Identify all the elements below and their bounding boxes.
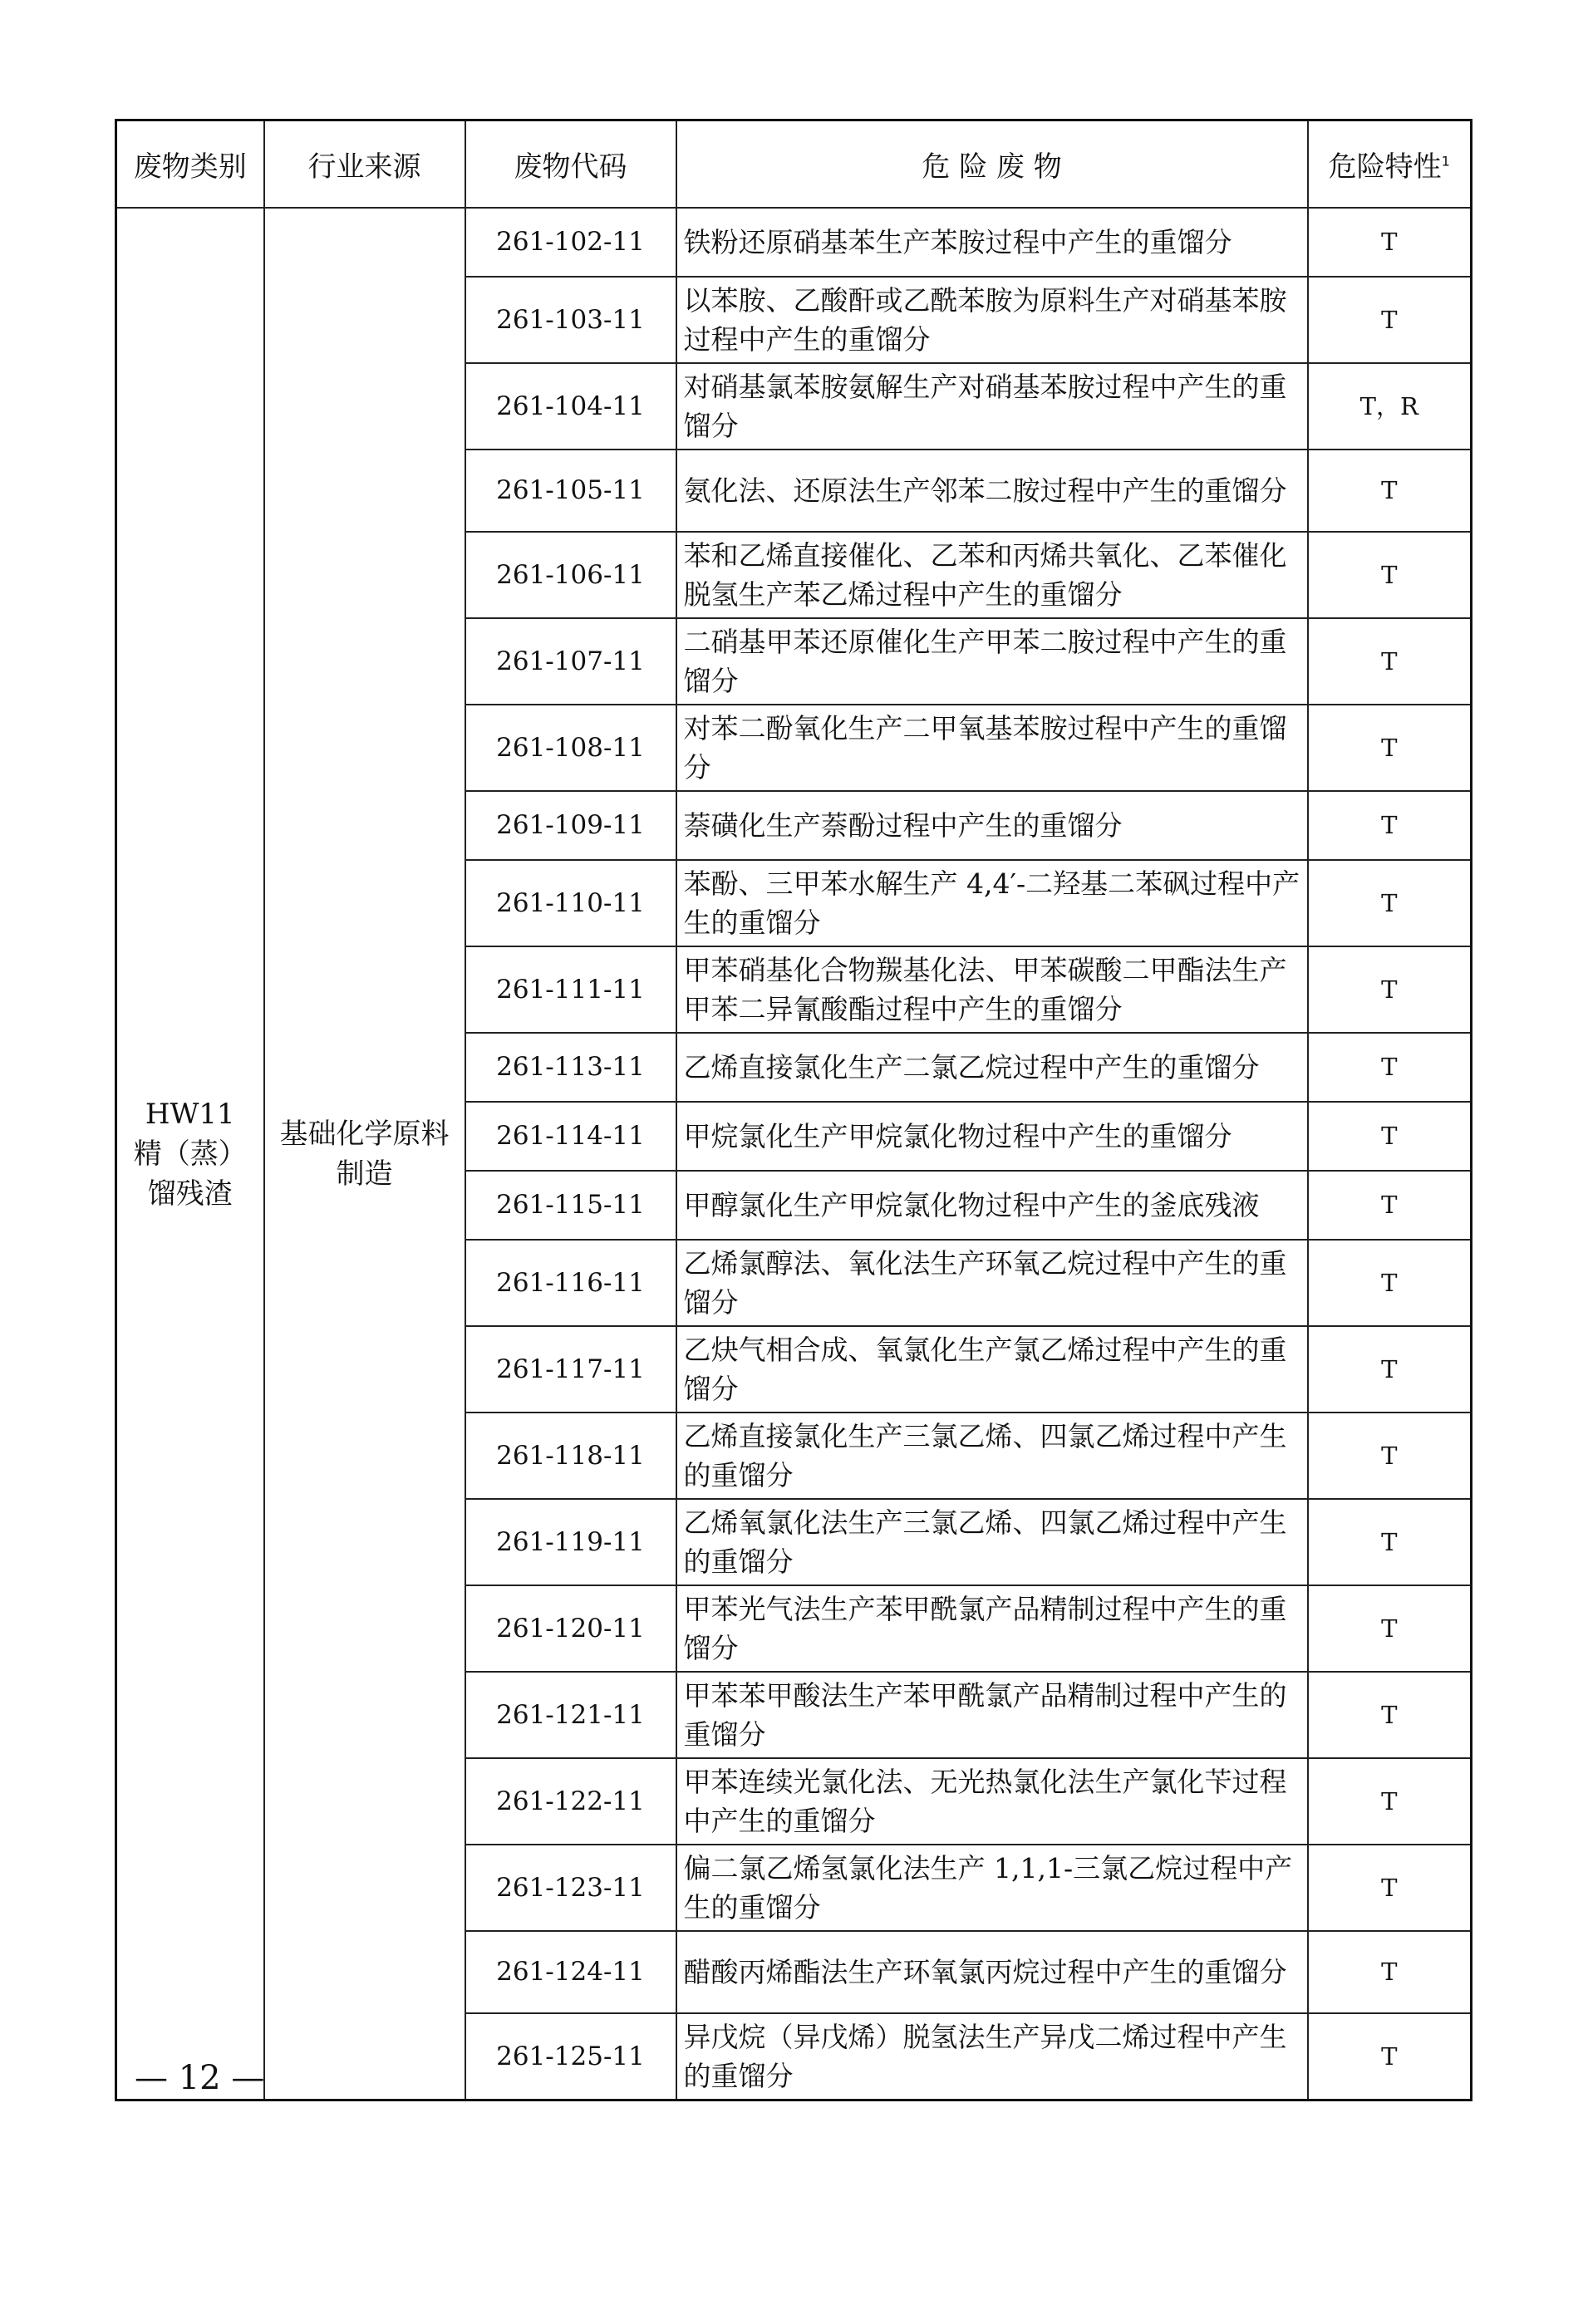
waste-description-cell: 乙炔气相合成、氧氯化生产氯乙烯过程中产生的重馏分 bbox=[676, 1326, 1308, 1413]
waste-description-cell: 甲苯光气法生产苯甲酰氯产品精制过程中产生的重馏分 bbox=[676, 1585, 1308, 1672]
waste-description-cell: 甲烷氯化生产甲烷氯化物过程中产生的重馏分 bbox=[676, 1102, 1308, 1171]
header-code: 废物代码 bbox=[465, 120, 676, 209]
header-source: 行业来源 bbox=[264, 120, 465, 209]
code-cell: 261-102-11 bbox=[465, 208, 676, 277]
waste-description-cell: 以苯胺、乙酸酐或乙酰苯胺为原料生产对硝基苯胺过程中产生的重馏分 bbox=[676, 277, 1308, 363]
code-cell: 261-120-11 bbox=[465, 1585, 676, 1672]
header-category: 废物类别 bbox=[116, 120, 264, 209]
table-header-row bbox=[116, 120, 1472, 209]
property-cell: T，R bbox=[1308, 363, 1472, 450]
code-cell: 261-124-11 bbox=[465, 1931, 676, 2013]
header-property bbox=[1308, 120, 1472, 209]
property-cell: T bbox=[1308, 2013, 1472, 2100]
property-cell: T bbox=[1308, 1413, 1472, 1499]
code-cell: 261-109-11 bbox=[465, 791, 676, 860]
code-cell: 261-108-11 bbox=[465, 705, 676, 791]
waste-description-cell: 氨化法、还原法生产邻苯二胺过程中产生的重馏分 bbox=[676, 450, 1308, 532]
code-cell: 261-103-11 bbox=[465, 277, 676, 363]
code-cell: 261-110-11 bbox=[465, 860, 676, 946]
waste-description-cell: 铁粉还原硝基苯生产苯胺过程中产生的重馏分 bbox=[676, 208, 1308, 277]
waste-description-cell: 甲苯连续光氯化法、无光热氯化法生产氯化苄过程中产生的重馏分 bbox=[676, 1758, 1308, 1845]
property-cell: T bbox=[1308, 1240, 1472, 1326]
waste-description-cell: 对硝基氯苯胺氨解生产对硝基苯胺过程中产生的重馏分 bbox=[676, 363, 1308, 450]
waste-description-cell: 苯和乙烯直接催化、乙苯和丙烯共氧化、乙苯催化脱氢生产苯乙烯过程中产生的重馏分 bbox=[676, 532, 1308, 618]
code-cell: 261-107-11 bbox=[465, 618, 676, 705]
property-cell: T bbox=[1308, 946, 1472, 1033]
header-waste: 危 险 废 物 bbox=[676, 120, 1308, 209]
code-cell: 261-104-11 bbox=[465, 363, 676, 450]
table-body bbox=[116, 208, 1472, 2100]
property-cell: T bbox=[1308, 532, 1472, 618]
property-cell: T bbox=[1308, 208, 1472, 277]
category-line: HW11 bbox=[145, 1097, 235, 1131]
property-cell: T bbox=[1308, 1931, 1472, 2013]
waste-table-container bbox=[115, 119, 1470, 2101]
header-property-footnote: 1 bbox=[1441, 153, 1450, 170]
code-cell: 261-119-11 bbox=[465, 1499, 676, 1585]
code-cell: 261-118-11 bbox=[465, 1413, 676, 1499]
category-line: 馏残渣 bbox=[147, 1177, 233, 1211]
code-cell: 261-105-11 bbox=[465, 450, 676, 532]
category-line: 精（蒸） bbox=[133, 1137, 247, 1171]
waste-description-cell: 对苯二酚氧化生产二甲氧基苯胺过程中产生的重馏分 bbox=[676, 705, 1308, 791]
source-line: 基础化学原料 bbox=[279, 1117, 450, 1151]
waste-description-cell: 甲醇氯化生产甲烷氯化物过程中产生的釜底残液 bbox=[676, 1171, 1308, 1240]
waste-description-cell: 异戊烷（异戊烯）脱氢法生产异戊二烯过程中产生的重馏分 bbox=[676, 2013, 1308, 2100]
waste-description-cell: 乙烯直接氯化生产二氯乙烷过程中产生的重馏分 bbox=[676, 1033, 1308, 1102]
header-property-label: 危险特性 bbox=[1328, 150, 1442, 184]
property-cell: T bbox=[1308, 1033, 1472, 1102]
code-cell: 261-121-11 bbox=[465, 1672, 676, 1758]
source-cell bbox=[264, 208, 465, 2100]
code-cell: 261-115-11 bbox=[465, 1171, 676, 1240]
code-cell: 261-122-11 bbox=[465, 1758, 676, 1845]
waste-description-cell: 乙烯直接氯化生产三氯乙烯、四氯乙烯过程中产生的重馏分 bbox=[676, 1413, 1308, 1499]
waste-description-cell: 二硝基甲苯还原催化生产甲苯二胺过程中产生的重馏分 bbox=[676, 618, 1308, 705]
property-cell: T bbox=[1308, 450, 1472, 532]
code-cell: 261-111-11 bbox=[465, 946, 676, 1033]
property-cell: T bbox=[1308, 1499, 1472, 1585]
property-cell: T bbox=[1308, 1672, 1472, 1758]
waste-description-cell: 萘磺化生产萘酚过程中产生的重馏分 bbox=[676, 791, 1308, 860]
code-cell: 261-125-11 bbox=[465, 2013, 676, 2100]
category-cell bbox=[116, 208, 264, 2100]
code-cell: 261-123-11 bbox=[465, 1845, 676, 1931]
property-cell: T bbox=[1308, 1171, 1472, 1240]
code-cell: 261-114-11 bbox=[465, 1102, 676, 1171]
waste-description-cell: 乙烯氧氯化法生产三氯乙烯、四氯乙烯过程中产生的重馏分 bbox=[676, 1499, 1308, 1585]
code-cell: 261-116-11 bbox=[465, 1240, 676, 1326]
waste-description-cell: 甲苯苯甲酸法生产苯甲酰氯产品精制过程中产生的重馏分 bbox=[676, 1672, 1308, 1758]
waste-description-cell: 甲苯硝基化合物羰基化法、甲苯碳酸二甲酯法生产甲苯二异氰酸酯过程中产生的重馏分 bbox=[676, 946, 1308, 1033]
waste-description-cell: 醋酸丙烯酯法生产环氧氯丙烷过程中产生的重馏分 bbox=[676, 1931, 1308, 2013]
property-cell: T bbox=[1308, 791, 1472, 860]
waste-description-cell: 偏二氯乙烯氢氯化法生产 1,1,1-三氯乙烷过程中产生的重馏分 bbox=[676, 1845, 1308, 1931]
property-cell: T bbox=[1308, 1758, 1472, 1845]
code-cell: 261-106-11 bbox=[465, 532, 676, 618]
property-cell: T bbox=[1308, 277, 1472, 363]
property-cell: T bbox=[1308, 705, 1472, 791]
property-cell: T bbox=[1308, 1845, 1472, 1931]
code-cell: 261-117-11 bbox=[465, 1326, 676, 1413]
waste-description-cell: 苯酚、三甲苯水解生产 4,4′-二羟基二苯砜过程中产生的重馏分 bbox=[676, 860, 1308, 946]
table-row bbox=[116, 208, 1472, 277]
source-line: 制造 bbox=[336, 1157, 393, 1191]
waste-description-cell: 乙烯氯醇法、氧化法生产环氧乙烷过程中产生的重馏分 bbox=[676, 1240, 1308, 1326]
property-cell: T bbox=[1308, 1102, 1472, 1171]
property-cell: T bbox=[1308, 618, 1472, 705]
property-cell: T bbox=[1308, 1326, 1472, 1413]
hazardous-waste-table bbox=[115, 119, 1472, 2101]
property-cell: T bbox=[1308, 1585, 1472, 1672]
page-number: — 12 — bbox=[135, 2059, 265, 2097]
property-cell: T bbox=[1308, 860, 1472, 946]
code-cell: 261-113-11 bbox=[465, 1033, 676, 1102]
